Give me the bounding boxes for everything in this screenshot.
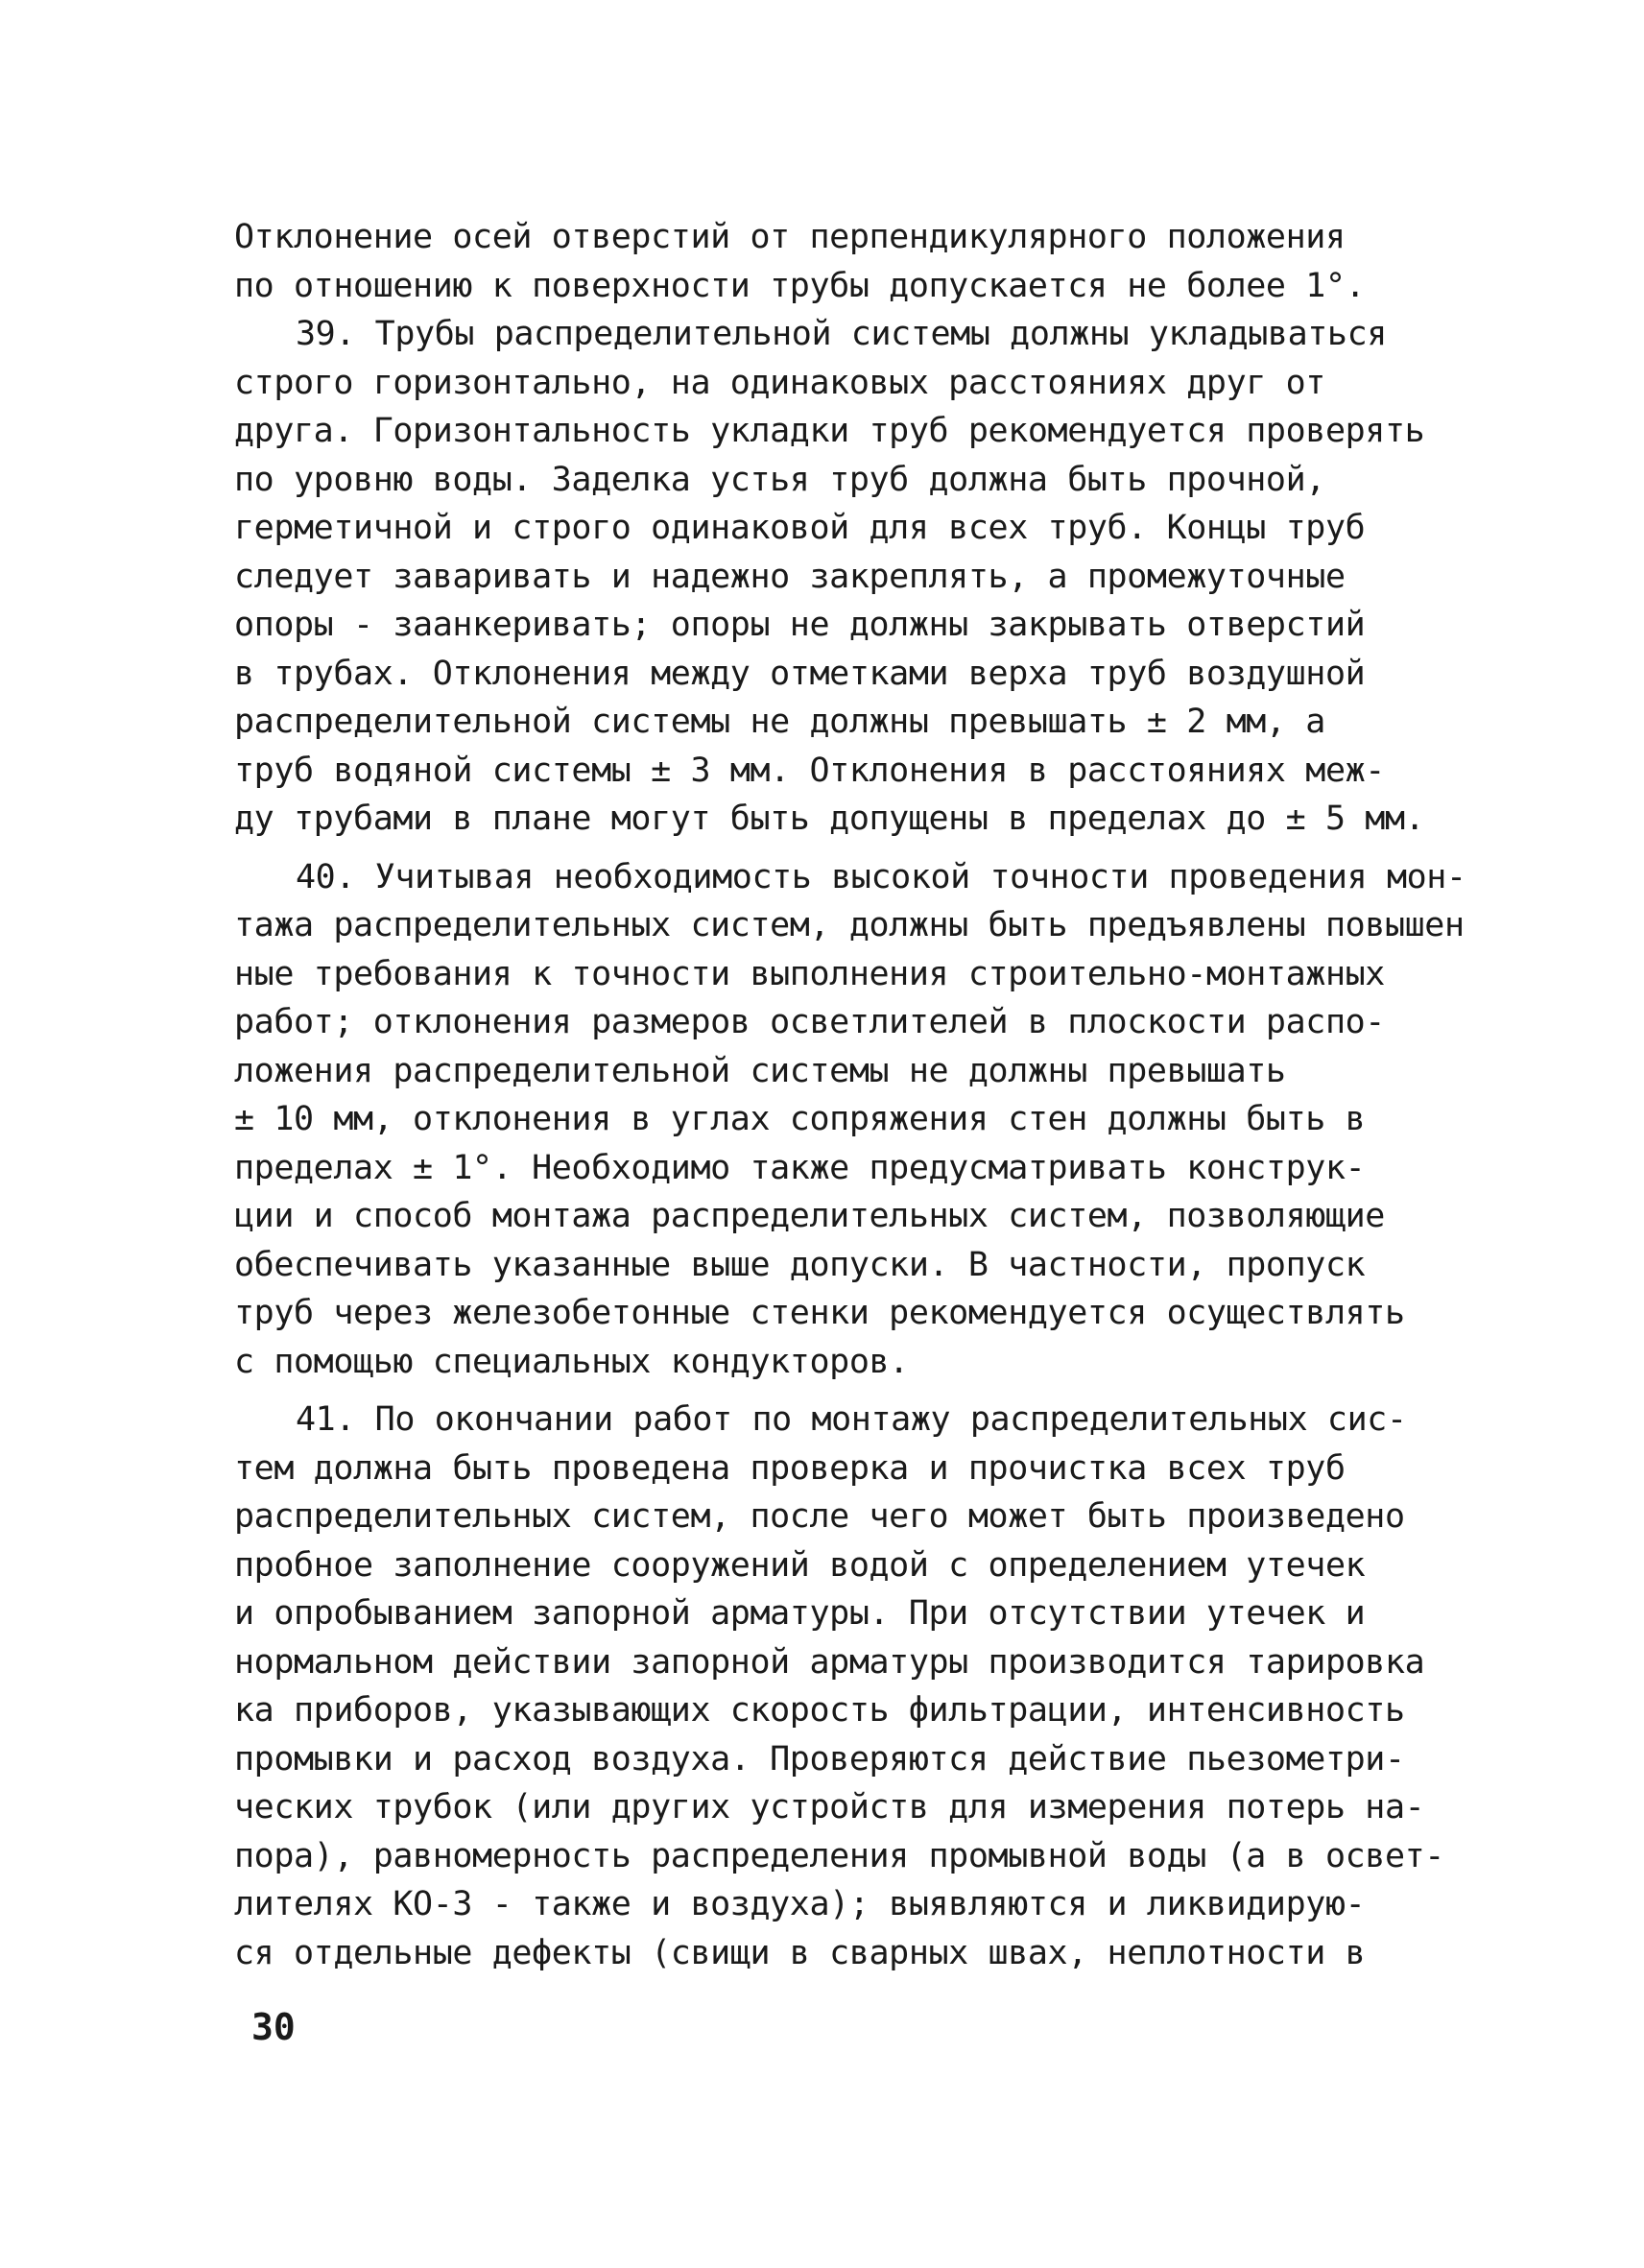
text-line: герметичной и строго одинаковой для всех труб. Концы труб <box>234 509 1366 547</box>
text-line: промывки и расход воздуха. Проверяются действие пьезометри- <box>234 1739 1405 1779</box>
text-line: работ; отклонения размеров осветлителей в плоскости распо- <box>234 1003 1385 1041</box>
text-line: ду трубами в плане могут быть допущены в пределах до ± 5 мм. <box>234 800 1425 838</box>
text-line: лителях КО-3 - также и воздуха); выявляются и ликвидирую- <box>234 1885 1366 1923</box>
text-line: труб водяной системы ± 3 мм. Отклонения в расстояниях меж- <box>234 751 1385 790</box>
text-line: тем должна быть проведена проверка и прочистка всех труб <box>234 1448 1346 1488</box>
paragraph-40-start: 40. Учитывая необходимость высокой точности проведения мон- <box>296 857 1466 896</box>
text-line: строго горизонтально, на одинаковых расстояниях друг от <box>234 363 1325 402</box>
paragraph-41-start: 41. По окончании работ по монтажу распределительных сис- <box>296 1400 1407 1439</box>
text-line: по отношению к поверхности трубы допускается не более 1°. <box>234 266 1366 305</box>
text-line: друга. Горизонтальность укладки труб рекомендуется проверять <box>234 412 1425 450</box>
text-line: ческих трубок (или других устройств для измерения потерь на- <box>234 1788 1425 1826</box>
text-line: по уровню воды. Заделка устья труб должна быть прочной, <box>234 460 1325 499</box>
text-line: ложения распределительной системы не должны превышать <box>234 1051 1286 1090</box>
text-line: обеспечивать указанные выше допуски. В частности, пропуск <box>234 1245 1366 1284</box>
paragraph-39-start: 39. Трубы распределительной системы должны укладываться <box>296 315 1387 353</box>
text-line: Отклонение осей отверстий от перпендикулярного положения <box>234 218 1346 256</box>
text-line: и опробыванием запорной арматуры. При отсутствии утечек и <box>234 1594 1366 1633</box>
text-line: ся отдельные дефекты (свищи в сварных швах, неплотности в <box>234 1933 1366 1972</box>
text-line: ка приборов, указывающих скорость фильтрации, интенсивность <box>234 1691 1405 1730</box>
body-text <box>234 213 1472 1977</box>
text-line: следует заваривать и надежно закреплять, а промежуточные <box>234 557 1346 596</box>
text-line: распределительной системы не должны превышать ± 2 мм, а <box>234 703 1325 741</box>
text-line: нормальном действии запорной арматуры производится тарировка <box>234 1642 1425 1682</box>
text-line: ± 10 мм, отклонения в углах сопряжения стен должны быть в <box>234 1100 1366 1138</box>
text-line: пора), равномерность распределения промывной воды (а в освет- <box>234 1836 1444 1875</box>
text-line: опоры - заанкеривать; опоры не должны закрывать отверстий <box>234 606 1366 644</box>
text-line: с помощью специальных кондукторов. <box>234 1342 909 1381</box>
text-line: пробное заполнение сооружений водой с определением утечек <box>234 1545 1366 1585</box>
text-line: распределительных систем, после чего может быть произведено <box>234 1497 1405 1536</box>
text-line: труб через железобетонные стенки рекомендуется осуществлять <box>234 1294 1405 1332</box>
text-line: в трубах. Отклонения между отметками верха труб воздушной <box>234 654 1366 693</box>
page-number: 30 <box>251 2006 296 2048</box>
text-line: ные требования к точности выполнения строительно-монтажных <box>234 954 1385 993</box>
text-line: ции и способ монтажа распределительных систем, позволяющие <box>234 1197 1385 1235</box>
text-line: тажа распределительных систем, должны быть предъявлены повышен <box>234 906 1465 944</box>
text-line: пределах ± 1°. Необходимо также предусматривать конструк- <box>234 1148 1366 1187</box>
